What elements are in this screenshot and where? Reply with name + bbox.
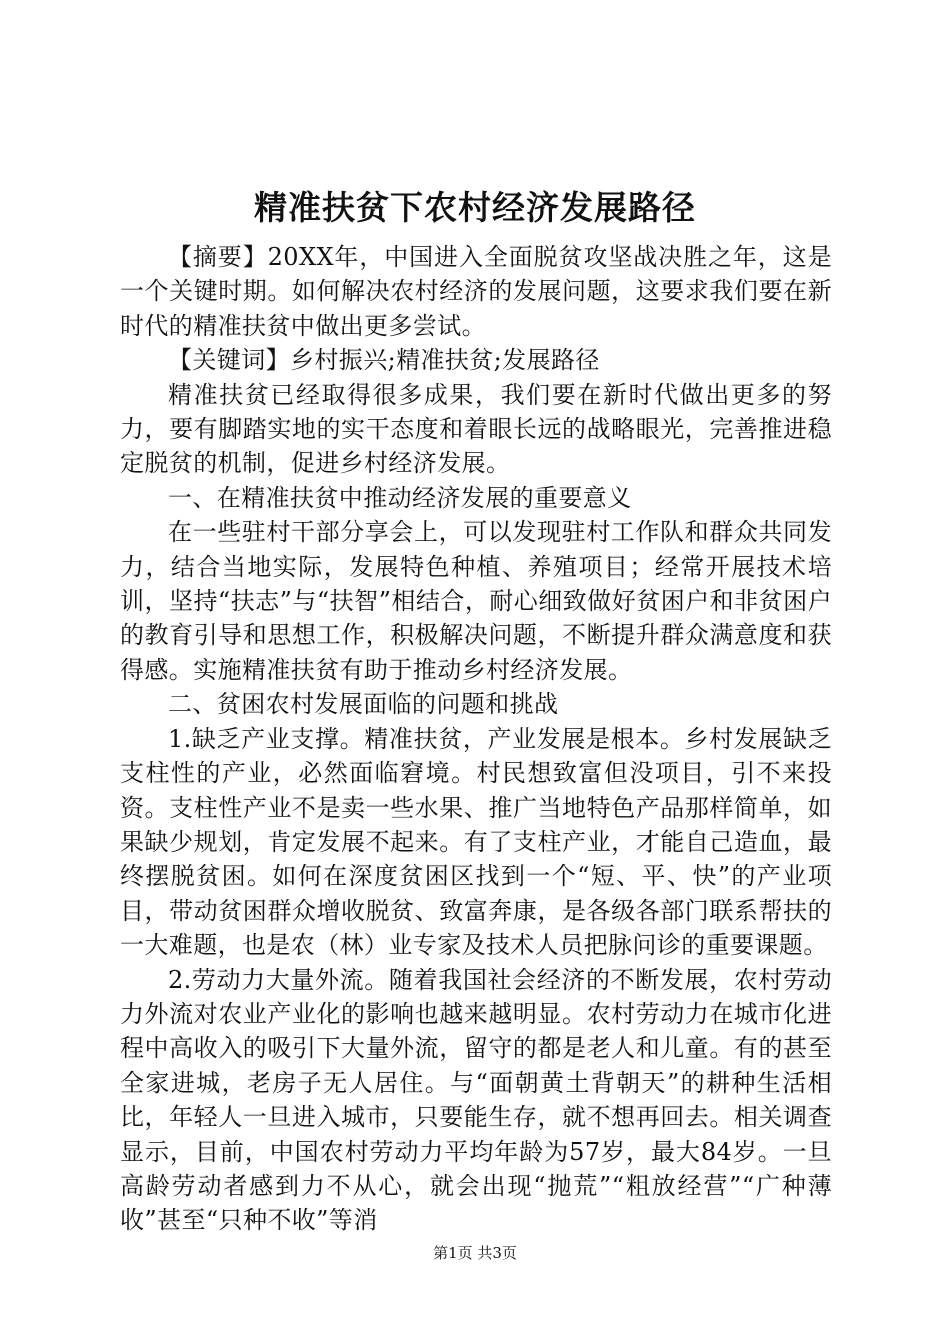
intro-paragraph: 精准扶贫已经取得很多成果，我们要在新时代做出更多的努力，要有脚踏实地的实干态度和着眼长远的战略眼光，完善推进稳定脱贫的机制，促进乡村经济发展。: [120, 380, 832, 478]
page-footer: 第1页 共3页: [433, 1244, 517, 1262]
keywords-paragraph: 【关键词】乡村振兴;精准扶贫;发展路径: [168, 346, 600, 375]
point-2-paragraph: 2.劳动力大量外流。随着我国社会经济的不断发展，农村劳动力外流对农业产业化的影响也越来越明显。农村劳动力在城市化进程中高收入的吸引下大量外流，留守的都是老人和儿童。有的甚至全家进城，老房子无人居住。与“面朝黄土背朝天”的耕种生活相比，年轻人一旦进入城市，只要能生存，就不想再回去。相关调查显示，目前，中国农村劳动力平均年龄为57岁，最大84岁。一旦高龄劳动者感到力不从心，就会出现“抛荒”“粗放经营”“广种薄收”甚至“只种不收”等消: [120, 965, 832, 1235]
section-heading-2: 二、贫困农村发展面临的问题和挑战: [168, 690, 559, 719]
abstract-paragraph: 【摘要】20XX年，中国进入全面脱贫攻坚战决胜之年，这是一个关键时期。如何解决农村经济的发展问题，这要求我们要在新时代的精准扶贫中做出更多尝试。: [120, 243, 832, 340]
section-heading-1: 一、在精准扶贫中推动经济发展的重要意义: [168, 483, 632, 512]
section-1-paragraph: 在一些驻村干部分享会上，可以发现驻村工作队和群众共同发力，结合当地实际，发展特色种植、养殖项目；经常开展技术培训，坚持“扶志”与“扶智”相结合，耐心细致做好贫困户和非贫困户的教育引导和思想工作，积极解决问题，不断提升群众满意度和获得感。实施精准扶贫有助于推动乡村经济发展。: [120, 518, 832, 684]
document-title: 精准扶贫下农村经济发展路径: [254, 188, 696, 227]
document-body: [120, 240, 832, 1238]
point-1-paragraph: 1.缺乏产业支撑。精准扶贫，产业发展是根本。乡村发展缺乏支柱性的产业，必然面临窘境。村民想致富但没项目，引不来投资。支柱性产业不是卖一些水果、推广当地特色产品那样简单，如果缺少规划，肯定发展不起来。有了支柱产业，才能自己造血，最终摆脱贫困。如何在深度贫困区找到一个“短、平、快”的产业项目，带动贫困群众增收脱贫、致富奔康，是各级各部门联系帮扶的一大难题，也是农（林）业专家及技术人员把脉问诊的重要课题。: [120, 724, 832, 960]
